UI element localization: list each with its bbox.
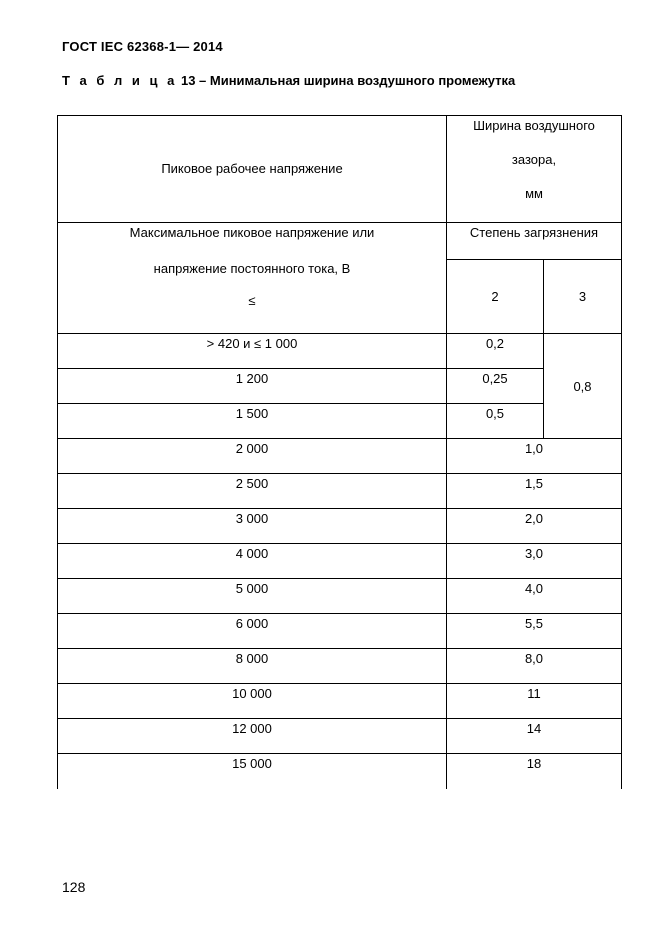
clearance-deg2-cell: 0,25 (447, 369, 544, 404)
header-peak-working-voltage: Пиковое рабочее напряжение (58, 116, 447, 223)
voltage-cell: 2 500 (58, 474, 447, 509)
header-air-clearance-line1: Ширина воздушного (473, 118, 595, 133)
clearance-cell: 5,5 (447, 614, 622, 649)
pollution-degree-3: 3 (544, 260, 622, 334)
voltage-cell: 3 000 (58, 509, 447, 544)
air-clearance-table (57, 115, 622, 789)
clearance-cell: 1,0 (447, 439, 622, 474)
voltage-cell: 10 000 (58, 684, 447, 719)
voltage-cell: 6 000 (58, 614, 447, 649)
clearance-cell: 2,0 (447, 509, 622, 544)
pollution-degree-2: 2 (447, 260, 544, 334)
table-caption-text: 13 – Минимальная ширина воздушного промежутка (180, 73, 516, 88)
clearance-cell: 3,0 (447, 544, 622, 579)
subheader-le-sign: ≤ (248, 293, 256, 308)
voltage-cell: > 420 и ≤ 1 000 (58, 334, 447, 369)
voltage-cell: 1 500 (58, 404, 447, 439)
clearance-cell: 18 (447, 754, 622, 789)
clearance-cell: 8,0 (447, 649, 622, 684)
voltage-cell: 1 200 (58, 369, 447, 404)
subheader-line1: Максимальное пиковое напряжение или (129, 225, 375, 240)
clearance-deg2-cell: 0,2 (447, 334, 544, 369)
voltage-cell: 4 000 (58, 544, 447, 579)
table-caption-prefix: Т а б л и ц а (62, 73, 178, 88)
voltage-cell: 12 000 (58, 719, 447, 754)
subheader-max-peak-voltage (58, 223, 447, 334)
voltage-cell: 8 000 (58, 649, 447, 684)
voltage-cell: 5 000 (58, 579, 447, 614)
clearance-cell: 11 (447, 684, 622, 719)
page-number: 128 (62, 879, 86, 895)
clearance-deg3-merged-cell: 0,8 (544, 334, 622, 439)
clearance-cell: 14 (447, 719, 622, 754)
header-air-clearance (447, 116, 622, 223)
header-air-clearance-line2: зазора, (511, 152, 557, 167)
header-air-clearance-unit: мм (525, 186, 543, 201)
document-header: ГОСТ IEC 62368-1— 2014 (62, 39, 223, 54)
voltage-cell: 2 000 (58, 439, 447, 474)
table-caption (62, 73, 515, 88)
subheader-line2: напряжение постоянного тока, В (153, 261, 351, 276)
clearance-cell: 4,0 (447, 579, 622, 614)
clearance-cell: 1,5 (447, 474, 622, 509)
voltage-cell: 15 000 (58, 754, 447, 789)
pollution-degree-label: Степень загрязнения (447, 223, 622, 260)
clearance-deg2-cell: 0,5 (447, 404, 544, 439)
